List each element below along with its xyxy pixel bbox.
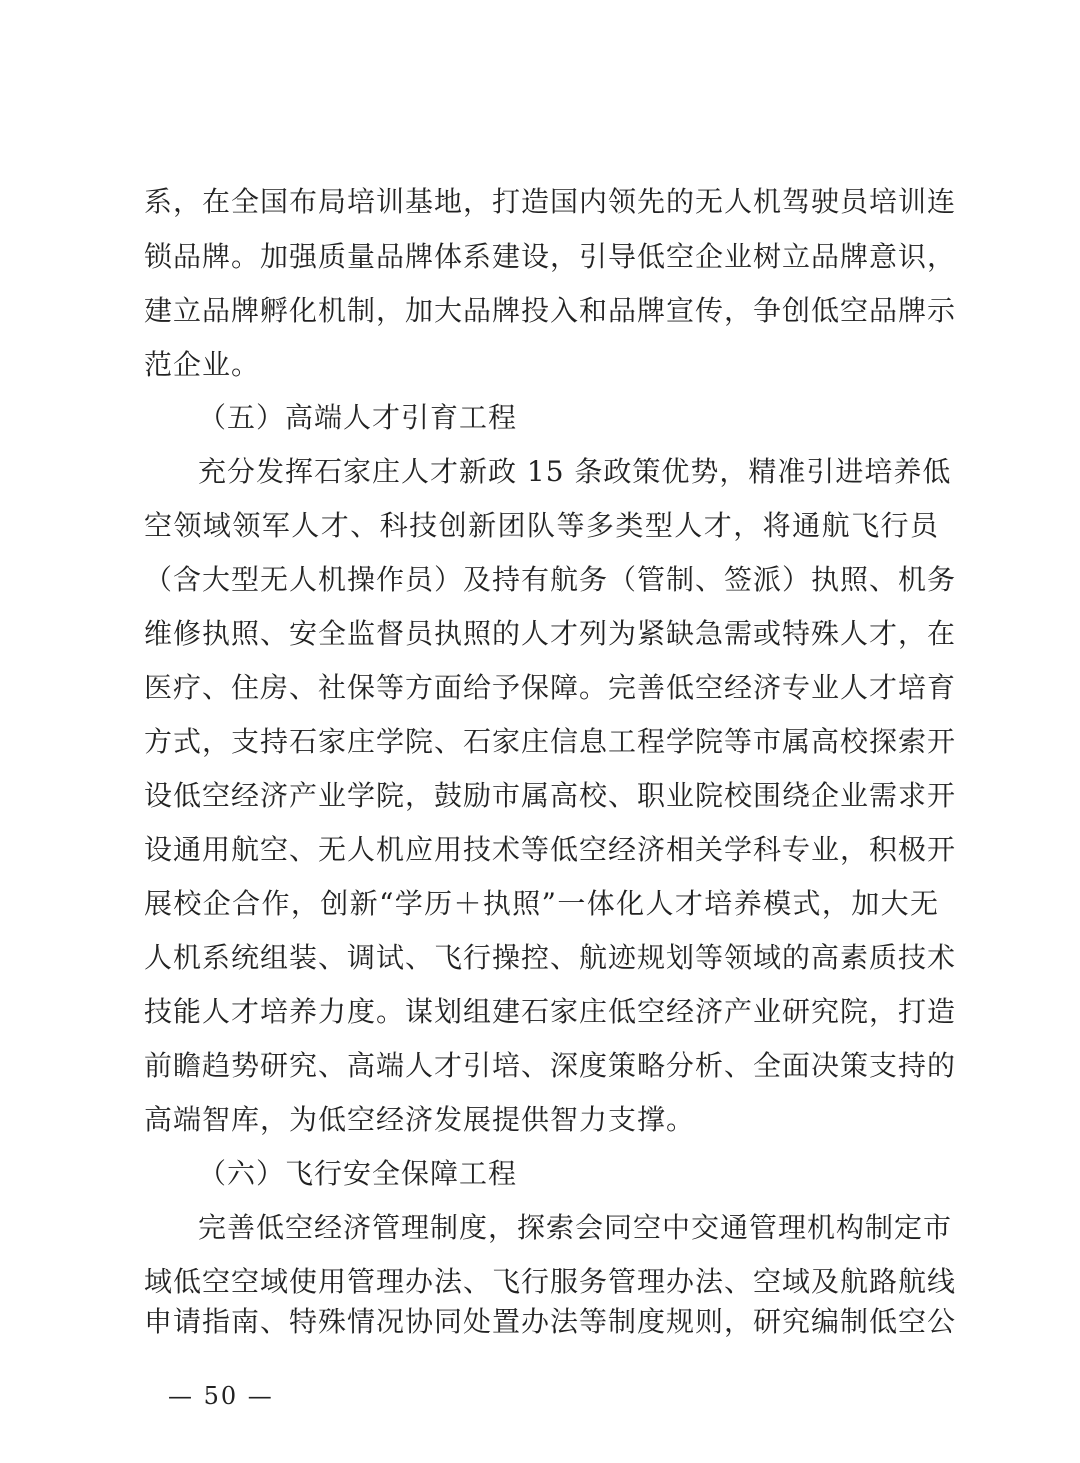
paragraph-line: 系，在全国布局培训基地，打造国内领先的无人机驾驶员培训连 (144, 185, 957, 218)
paragraph-line: 高端智库，为低空经济发展提供智力支撑。 (144, 1103, 696, 1136)
paragraph-line: 充分发挥石家庄人才新政 15 条政策优势，精准引进培养低 (198, 455, 952, 488)
section-heading-5: （五）高端人才引育工程 (198, 401, 518, 434)
paragraph-line: 设通用航空、无人机应用技术等低空经济相关学科专业，积极开 (144, 833, 957, 866)
section-heading-6: （六）飞行安全保障工程 (198, 1157, 518, 1190)
paragraph-line: 技能人才培养力度。谋划组建石家庄低空经济产业研究院，打造 (144, 995, 957, 1028)
paragraph-line: 人机系统组装、调试、飞行操控、航迹规划等领域的高素质技术 (144, 941, 957, 974)
paragraph-line: 维修执照、安全监督员执照的人才列为紧缺急需或特殊人才，在 (144, 617, 957, 650)
paragraph-line: 空领域领军人才、科技创新团队等多类型人才，将通航飞行员 (144, 509, 939, 542)
paragraph-line: 申请指南、特殊情况协同处置办法等制度规则，研究编制低空公 (144, 1305, 957, 1338)
paragraph-line: 范企业。 (144, 348, 261, 381)
paragraph-line: 医疗、住房、社保等方面给予保障。完善低空经济专业人才培育 (144, 671, 957, 704)
paragraph-line: 方式，支持石家庄学院、石家庄信息工程学院等市属高校探索开 (144, 725, 957, 758)
paragraph-line: （含大型无人机操作员）及持有航务（管制、签派）执照、机务 (144, 563, 957, 596)
paragraph-line: 前瞻趋势研究、高端人才引培、深度策略分析、全面决策支持的 (144, 1049, 957, 1082)
paragraph-line: 展校企合作，创新“学历＋执照”一体化人才培养模式，加大无 (144, 887, 939, 920)
page-number: — 50 — (168, 1382, 274, 1410)
paragraph-line: 设低空经济产业学院，鼓励市属高校、职业院校围绕企业需求开 (144, 779, 957, 812)
paragraph-line: 锁品牌。加强质量品牌体系建设，引导低空企业树立品牌意识， (144, 240, 957, 273)
paragraph-line: 完善低空经济管理制度，探索会同空中交通管理机构制定市 (198, 1211, 953, 1244)
paragraph-line: 建立品牌孵化机制，加大品牌投入和品牌宣传，争创低空品牌示 (144, 294, 957, 327)
paragraph-line: 域低空空域使用管理办法、飞行服务管理办法、空域及航路航线 (144, 1265, 957, 1298)
